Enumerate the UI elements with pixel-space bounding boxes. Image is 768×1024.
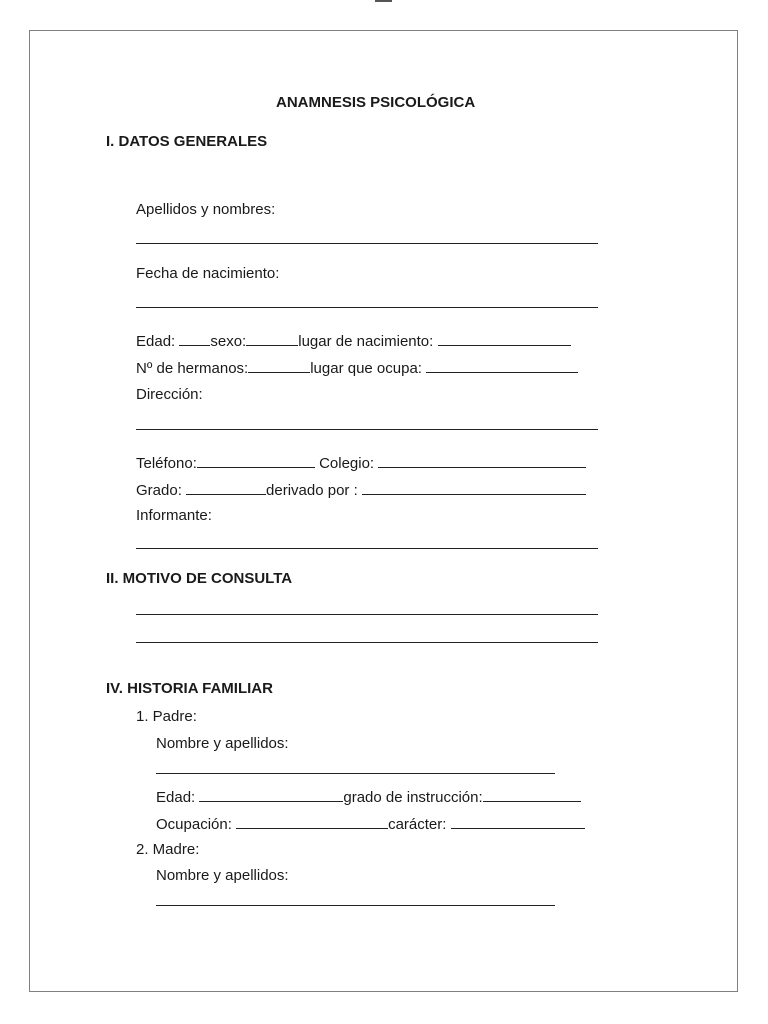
grado-label: Grado: bbox=[136, 482, 182, 499]
grado-instruccion-label: grado de instrucción: bbox=[343, 789, 483, 806]
apellidos-field-line[interactable] bbox=[136, 243, 598, 244]
madre-nombre-field-line[interactable] bbox=[156, 905, 555, 906]
informante-field-line[interactable] bbox=[136, 548, 598, 549]
direccion-label: Dirección: bbox=[136, 386, 203, 403]
document-title: ANAMNESIS PSICOLÓGICA bbox=[276, 94, 476, 111]
section-historia-familiar-heading: IV. HISTORIA FAMILIAR bbox=[106, 680, 273, 697]
section-datos-generales-heading: I. DATOS GENERALES bbox=[106, 133, 268, 150]
madre-item: 2. Madre: bbox=[136, 841, 200, 858]
telefono-label: Teléfono: bbox=[136, 455, 197, 472]
caracter-label: carácter: bbox=[388, 816, 447, 833]
derivado-blank[interactable] bbox=[362, 480, 586, 495]
top-marker bbox=[375, 0, 392, 2]
lugar-ocupa-blank[interactable] bbox=[426, 358, 578, 373]
ocupacion-blank[interactable] bbox=[236, 814, 388, 829]
lugar-ocupa-label: lugar que ocupa: bbox=[310, 360, 422, 377]
grado-instruccion-blank[interactable] bbox=[483, 787, 581, 802]
direccion-field-line[interactable] bbox=[136, 429, 598, 430]
padre-edad-blank[interactable] bbox=[199, 787, 343, 802]
padre-ocupacion-caracter-row bbox=[156, 814, 585, 833]
edad-sexo-lugar-row bbox=[136, 331, 571, 350]
lugar-nacimiento-blank[interactable] bbox=[438, 331, 571, 346]
telefono-colegio-row bbox=[136, 453, 586, 472]
colegio-label: Colegio: bbox=[319, 455, 375, 472]
hermanos-blank[interactable] bbox=[248, 358, 310, 373]
motivo-line-1[interactable] bbox=[136, 614, 598, 615]
fecha-nacimiento-label: Fecha de nacimiento: bbox=[136, 265, 280, 282]
colegio-blank[interactable] bbox=[378, 453, 586, 468]
section-motivo-consulta-heading: II. MOTIVO DE CONSULTA bbox=[106, 570, 293, 587]
fecha-nacimiento-field-line[interactable] bbox=[136, 307, 598, 308]
document-page bbox=[29, 30, 738, 992]
grado-derivado-row bbox=[136, 480, 586, 499]
lugar-nacimiento-label: lugar de nacimiento: bbox=[298, 333, 434, 350]
informante-label: Informante: bbox=[136, 507, 212, 524]
padre-nombre-field-line[interactable] bbox=[156, 773, 555, 774]
padre-item: 1. Padre: bbox=[136, 708, 197, 725]
sexo-blank[interactable] bbox=[246, 331, 298, 346]
padre-edad-grado-row bbox=[156, 787, 581, 806]
caracter-blank[interactable] bbox=[451, 814, 585, 829]
edad-label: Edad: bbox=[136, 333, 176, 350]
apellidos-label: Apellidos y nombres: bbox=[136, 201, 276, 218]
grado-blank[interactable] bbox=[186, 480, 266, 495]
padre-nombre-label: Nombre y apellidos: bbox=[156, 735, 289, 752]
padre-edad-label: Edad: bbox=[156, 789, 196, 806]
hermanos-label: Nº de hermanos: bbox=[136, 360, 249, 377]
edad-blank[interactable] bbox=[179, 331, 210, 346]
sexo-label: sexo: bbox=[210, 333, 247, 350]
motivo-line-2[interactable] bbox=[136, 642, 598, 643]
derivado-label: derivado por : bbox=[266, 482, 358, 499]
madre-nombre-label: Nombre y apellidos: bbox=[156, 867, 289, 884]
hermanos-row bbox=[136, 358, 578, 377]
telefono-blank[interactable] bbox=[197, 453, 315, 468]
ocupacion-label: Ocupación: bbox=[156, 816, 232, 833]
